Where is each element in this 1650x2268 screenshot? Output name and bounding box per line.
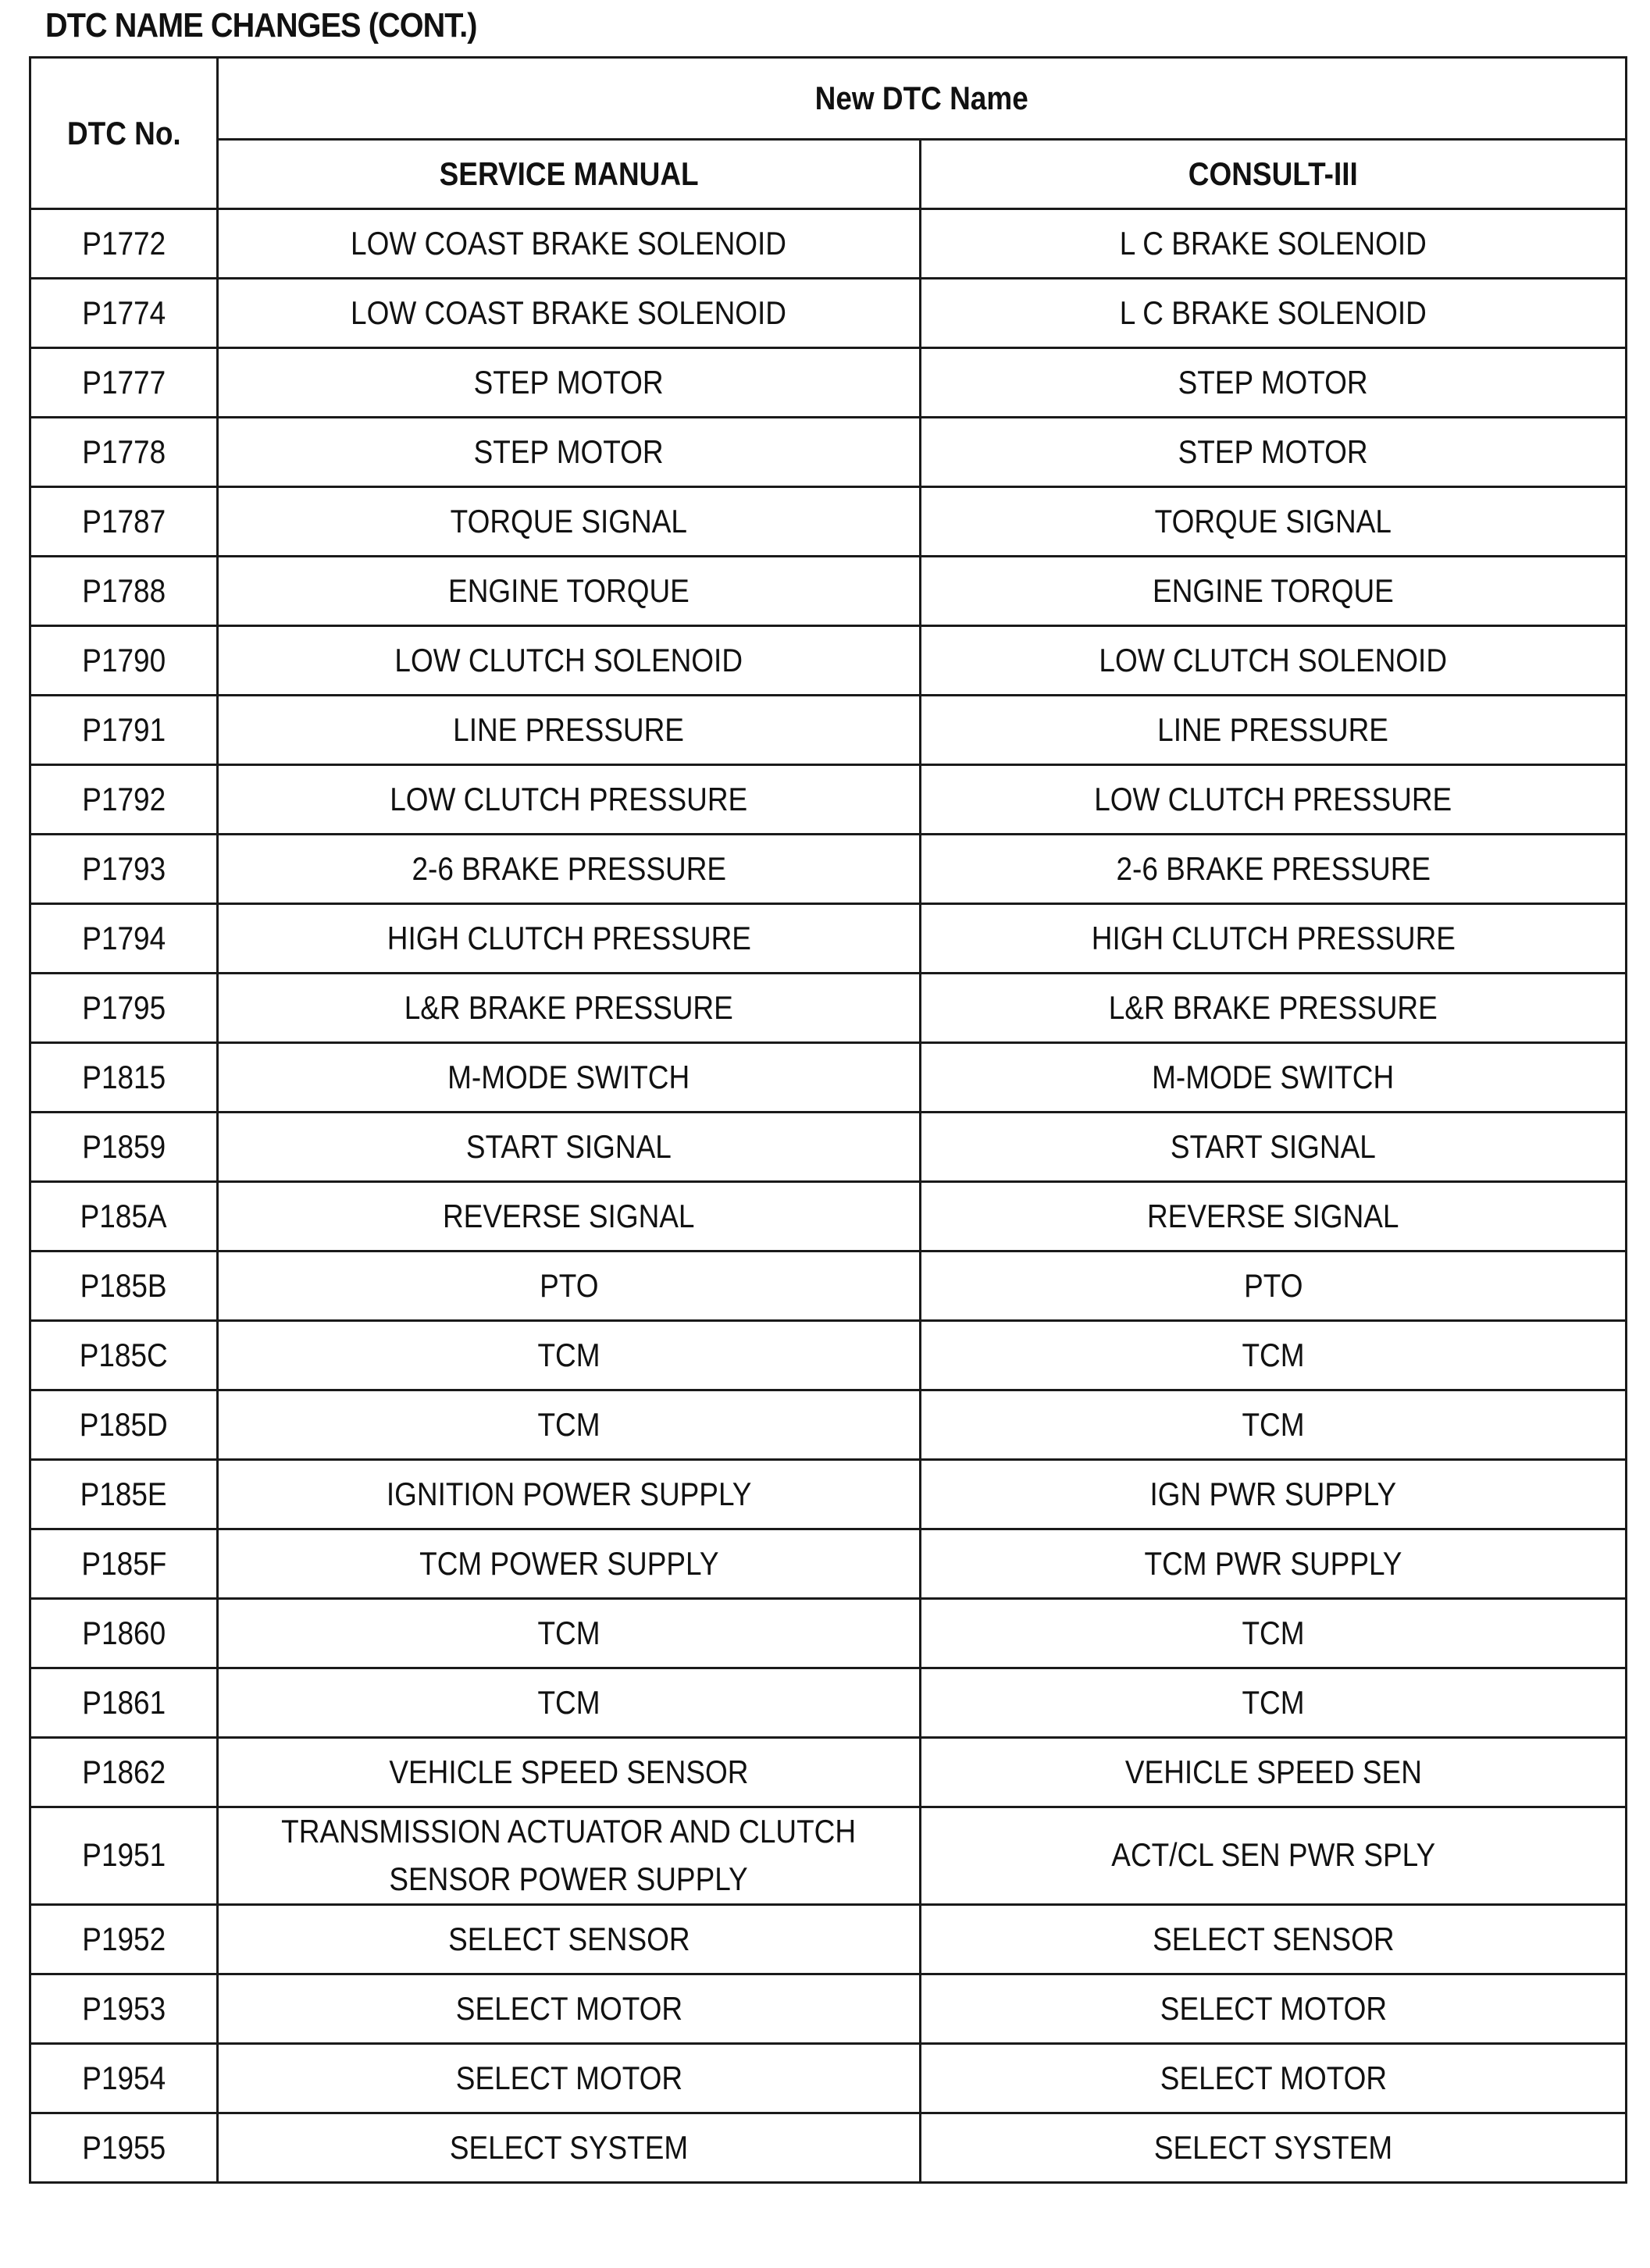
dtc-number-cell: P1815 bbox=[30, 1043, 218, 1113]
consult-name-cell: LOW CLUTCH SOLENOID bbox=[921, 626, 1627, 696]
dtc-number-cell: P1953 bbox=[30, 1974, 218, 2043]
consult-name-cell: 2-6 BRAKE PRESSURE bbox=[921, 835, 1627, 904]
dtc-number-cell: P1788 bbox=[30, 557, 218, 626]
table-row bbox=[30, 974, 1627, 1043]
consult-name-cell: SELECT SYSTEM bbox=[921, 2113, 1627, 2182]
table-row bbox=[30, 765, 1627, 835]
service-manual-name-cell: STEP MOTOR bbox=[218, 348, 921, 418]
table-row bbox=[30, 487, 1627, 557]
consult-name-cell: TCM bbox=[921, 1668, 1627, 1738]
service-manual-name-cell: SELECT MOTOR bbox=[218, 2043, 921, 2113]
service-manual-name-cell: TCM bbox=[218, 1599, 921, 1668]
dtc-number-cell: P1790 bbox=[30, 626, 218, 696]
consult-name-cell: PTO bbox=[921, 1251, 1627, 1321]
consult-name-cell: SELECT MOTOR bbox=[921, 2043, 1627, 2113]
dtc-name-table bbox=[29, 56, 1627, 2184]
dtc-number-cell: P1954 bbox=[30, 2043, 218, 2113]
service-manual-name-cell: TRANSMISSION ACTUATOR AND CLUTCH SENSOR POWER SUPPLY bbox=[218, 1807, 921, 1905]
consult-name-cell: SELECT MOTOR bbox=[921, 1974, 1627, 2043]
table-row bbox=[30, 1043, 1627, 1113]
table-row bbox=[30, 1668, 1627, 1738]
dtc-number-cell: P1774 bbox=[30, 279, 218, 348]
dtc-number-cell: P185A bbox=[30, 1182, 218, 1251]
dtc-number-cell: P185F bbox=[30, 1529, 218, 1599]
dtc-number-cell: P1861 bbox=[30, 1668, 218, 1738]
table-body bbox=[30, 209, 1627, 2183]
table-row bbox=[30, 1599, 1627, 1668]
table-row bbox=[30, 1738, 1627, 1807]
consult-name-cell: TCM PWR SUPPLY bbox=[921, 1529, 1627, 1599]
service-manual-name-cell: LOW COAST BRAKE SOLENOID bbox=[218, 279, 921, 348]
dtc-number-cell: P1859 bbox=[30, 1113, 218, 1182]
consult-name-cell: LINE PRESSURE bbox=[921, 696, 1627, 765]
page-title: DTC NAME CHANGES (CONT.) bbox=[45, 6, 477, 45]
dtc-number-cell: P185C bbox=[30, 1321, 218, 1390]
dtc-number-cell: P1794 bbox=[30, 904, 218, 974]
table-row bbox=[30, 2043, 1627, 2113]
service-manual-name-cell: TCM bbox=[218, 1668, 921, 1738]
consult-name-cell: M-MODE SWITCH bbox=[921, 1043, 1627, 1113]
table-row bbox=[30, 626, 1627, 696]
service-manual-name-cell: HIGH CLUTCH PRESSURE bbox=[218, 904, 921, 974]
service-manual-name-cell: VEHICLE SPEED SENSOR bbox=[218, 1738, 921, 1807]
dtc-number-cell: P1787 bbox=[30, 487, 218, 557]
service-manual-name-cell: TORQUE SIGNAL bbox=[218, 487, 921, 557]
consult-name-cell: ACT/CL SEN PWR SPLY bbox=[921, 1807, 1627, 1905]
table-row bbox=[30, 1974, 1627, 2043]
consult-name-cell: TCM bbox=[921, 1599, 1627, 1668]
table-row bbox=[30, 1251, 1627, 1321]
table-row bbox=[30, 557, 1627, 626]
table-row bbox=[30, 1904, 1627, 1974]
header-service-manual: SERVICE MANUAL bbox=[218, 140, 921, 209]
table-row bbox=[30, 1807, 1627, 1905]
dtc-number-cell: P1793 bbox=[30, 835, 218, 904]
service-manual-name-cell: TCM POWER SUPPLY bbox=[218, 1529, 921, 1599]
table-row bbox=[30, 1390, 1627, 1460]
dtc-number-cell: P1792 bbox=[30, 765, 218, 835]
service-manual-name-cell: ENGINE TORQUE bbox=[218, 557, 921, 626]
dtc-number-cell: P185B bbox=[30, 1251, 218, 1321]
service-manual-name-cell: SELECT MOTOR bbox=[218, 1974, 921, 2043]
service-manual-name-cell: L&R BRAKE PRESSURE bbox=[218, 974, 921, 1043]
table-row bbox=[30, 2113, 1627, 2182]
dtc-number-cell: P1951 bbox=[30, 1807, 218, 1905]
dtc-number-cell: P1795 bbox=[30, 974, 218, 1043]
consult-name-cell: L&R BRAKE PRESSURE bbox=[921, 974, 1627, 1043]
table-row bbox=[30, 209, 1627, 279]
consult-name-cell: STEP MOTOR bbox=[921, 348, 1627, 418]
dtc-number-cell: P1952 bbox=[30, 1904, 218, 1974]
dtc-number-cell: P1778 bbox=[30, 418, 218, 487]
service-manual-name-cell: PTO bbox=[218, 1251, 921, 1321]
dtc-number-cell: P1955 bbox=[30, 2113, 218, 2182]
table-row bbox=[30, 1460, 1627, 1529]
service-manual-name-cell: START SIGNAL bbox=[218, 1113, 921, 1182]
table-row bbox=[30, 348, 1627, 418]
dtc-number-cell: P1777 bbox=[30, 348, 218, 418]
table-row bbox=[30, 696, 1627, 765]
header-new-dtc-name: New DTC Name bbox=[218, 58, 1627, 140]
table-row bbox=[30, 1113, 1627, 1182]
consult-name-cell: TCM bbox=[921, 1321, 1627, 1390]
consult-name-cell: TORQUE SIGNAL bbox=[921, 487, 1627, 557]
dtc-number-cell: P1862 bbox=[30, 1738, 218, 1807]
service-manual-name-cell: M-MODE SWITCH bbox=[218, 1043, 921, 1113]
consult-name-cell: L C BRAKE SOLENOID bbox=[921, 209, 1627, 279]
service-manual-name-cell: REVERSE SIGNAL bbox=[218, 1182, 921, 1251]
service-manual-name-cell: 2-6 BRAKE PRESSURE bbox=[218, 835, 921, 904]
dtc-number-cell: P1860 bbox=[30, 1599, 218, 1668]
consult-name-cell: LOW CLUTCH PRESSURE bbox=[921, 765, 1627, 835]
consult-name-cell: L C BRAKE SOLENOID bbox=[921, 279, 1627, 348]
header-dtc-no: DTC No. bbox=[30, 58, 218, 209]
consult-name-cell: START SIGNAL bbox=[921, 1113, 1627, 1182]
header-consult: CONSULT-III bbox=[921, 140, 1627, 209]
service-manual-name-cell: STEP MOTOR bbox=[218, 418, 921, 487]
service-manual-name-cell: TCM bbox=[218, 1390, 921, 1460]
table-row bbox=[30, 1182, 1627, 1251]
service-manual-name-cell: IGNITION POWER SUPPLY bbox=[218, 1460, 921, 1529]
table-row bbox=[30, 1321, 1627, 1390]
consult-name-cell: ENGINE TORQUE bbox=[921, 557, 1627, 626]
service-manual-name-cell: LOW CLUTCH PRESSURE bbox=[218, 765, 921, 835]
service-manual-name-cell: TCM bbox=[218, 1321, 921, 1390]
consult-name-cell: TCM bbox=[921, 1390, 1627, 1460]
consult-name-cell: REVERSE SIGNAL bbox=[921, 1182, 1627, 1251]
dtc-number-cell: P185D bbox=[30, 1390, 218, 1460]
consult-name-cell: VEHICLE SPEED SEN bbox=[921, 1738, 1627, 1807]
table-row bbox=[30, 835, 1627, 904]
consult-name-cell: IGN PWR SUPPLY bbox=[921, 1460, 1627, 1529]
service-manual-name-cell: LOW COAST BRAKE SOLENOID bbox=[218, 209, 921, 279]
consult-name-cell: SELECT SENSOR bbox=[921, 1904, 1627, 1974]
dtc-number-cell: P185E bbox=[30, 1460, 218, 1529]
consult-name-cell: HIGH CLUTCH PRESSURE bbox=[921, 904, 1627, 974]
dtc-number-cell: P1791 bbox=[30, 696, 218, 765]
service-manual-name-cell: LOW CLUTCH SOLENOID bbox=[218, 626, 921, 696]
table-row bbox=[30, 418, 1627, 487]
table-row bbox=[30, 1529, 1627, 1599]
dtc-number-cell: P1772 bbox=[30, 209, 218, 279]
service-manual-name-cell: SELECT SENSOR bbox=[218, 1904, 921, 1974]
table-row bbox=[30, 904, 1627, 974]
table-row bbox=[30, 279, 1627, 348]
service-manual-name-cell: SELECT SYSTEM bbox=[218, 2113, 921, 2182]
consult-name-cell: STEP MOTOR bbox=[921, 418, 1627, 487]
service-manual-name-line-2: SENSOR POWER SUPPLY bbox=[389, 1860, 749, 1897]
service-manual-name-cell: LINE PRESSURE bbox=[218, 696, 921, 765]
